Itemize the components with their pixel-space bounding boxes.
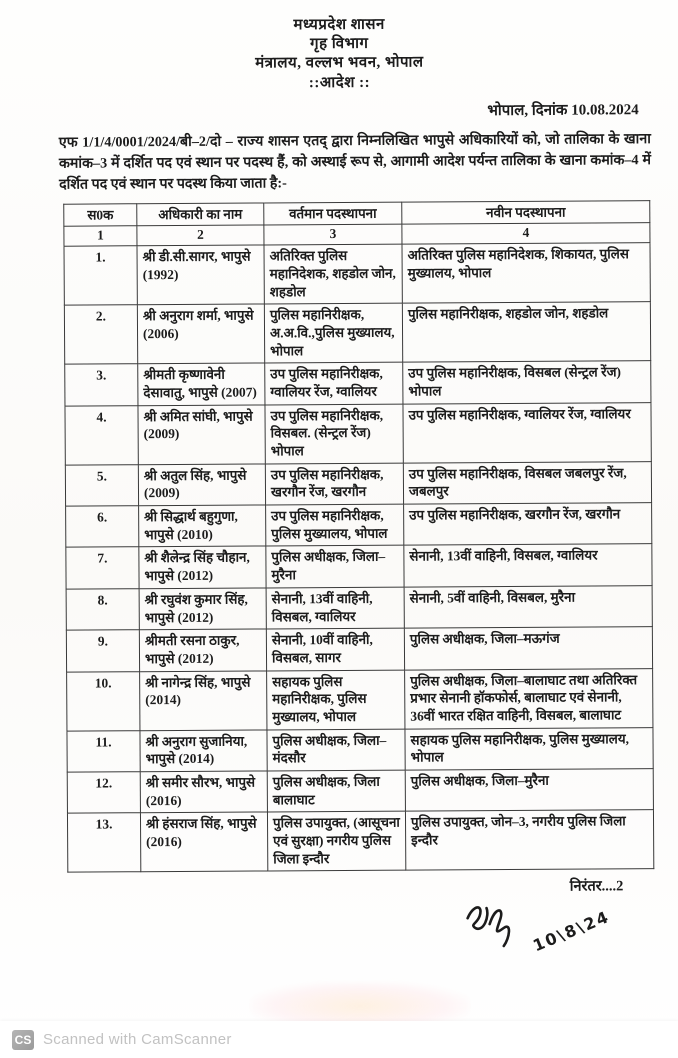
cell-new-posting: सहायक पुलिस महानिरीक्षक, पुलिस मुख्यालय, भोपाल — [405, 727, 653, 770]
table-row — [66, 585, 652, 630]
cell-new-posting: सेनानी, 5वीं वाहिनी, विसबल, मुरैना — [404, 585, 652, 628]
cell-officer-name: श्री अनुराग शर्मा, भापुसे (2006) — [137, 304, 264, 364]
camscanner-logo-icon: CS — [12, 1030, 34, 1050]
table-row — [65, 461, 651, 506]
cell-officer-name: श्री डी.सी.सागर, भापुसे (1992) — [137, 245, 264, 305]
cell-current-posting: पुलिस अधीक्षक, जिला बालाघाट — [267, 770, 405, 812]
cell-current-posting: उप पुलिस महानिरीक्षक, पुलिस मुख्यालय, भोपाल — [266, 504, 404, 546]
cell-serial: 5. — [65, 464, 138, 506]
cell-serial: 4. — [65, 405, 138, 465]
cell-serial: 1. — [64, 246, 137, 306]
cell-officer-name: श्री अमित सांघी, भापुसे (2009) — [138, 405, 265, 465]
cell-new-posting: पुलिस अधीक्षक, जिला–मुरैना — [405, 769, 653, 812]
cell-serial: 2. — [64, 305, 137, 365]
camscanner-label: Scanned with CamScanner — [43, 1031, 232, 1048]
cell-serial: 3. — [65, 364, 138, 406]
signature-scribble — [459, 898, 523, 950]
signature-area — [5, 895, 678, 979]
table-row — [67, 810, 653, 873]
cell-officer-name: श्री शैलेन्द्र सिंह चौहान, भापुसे (2012) — [139, 546, 266, 588]
cell-new-posting: पुलिस अधीक्षक, जिला–बालाघाट तथा अतिरिक्त प्रभार सेनानी हॉकफोर्स, बालाघाट एवं सेनानी, 36वीं भारत रक्षित वाहिनी, विसबल, बालाघाट — [405, 668, 653, 729]
cell-serial: 12. — [67, 772, 140, 814]
letterhead-department: गृह विभाग — [310, 36, 369, 53]
cell-current-posting: पुलिस महानिरीक्षक, अ.अ.वि.,पुलिस मुख्यालय, भोपाल — [264, 303, 402, 363]
cell-current-posting: सेनानी, 10वीं वाहिनी, विसबल, सागर — [266, 628, 404, 670]
camscanner-attribution-bar[interactable] — [0, 1021, 678, 1058]
table-row — [65, 361, 651, 406]
table-row — [66, 544, 652, 589]
cell-new-posting: पुलिस महानिरीक्षक, शहडोल जोन, शहडोल — [402, 302, 650, 363]
cell-new-posting: सेनानी, 13वीं वाहिनी, विसबल, ग्वालियर — [404, 544, 652, 587]
table-row — [65, 402, 651, 465]
table-row — [64, 302, 650, 365]
header-current-posting: वर्तमान पदस्थापना — [264, 202, 402, 226]
table-row — [66, 627, 652, 672]
cell-new-posting: पुलिस अधीक्षक, जिला–मऊगंज — [404, 627, 652, 670]
continuation-note: निरंतर....2 — [569, 878, 624, 896]
letterhead-order-title: ::आदेश :: — [308, 74, 371, 91]
cell-officer-name: श्रीमती कृष्णावेनी देसावातु, भापुसे (2007) — [138, 363, 265, 405]
cell-officer-name: श्री हंसराज सिंह, भापुसे (2016) — [140, 812, 267, 872]
cell-officer-name: श्री समीर सौरभ, भापुसे (2016) — [140, 771, 267, 813]
header-officer-name: अधिकारी का नाम — [137, 203, 264, 226]
cell-new-posting: उप पुलिस महानिरीक्षक, खरगौन रेंज, खरगौन — [404, 503, 652, 546]
column-number: 4 — [402, 223, 650, 244]
cell-current-posting: उप पुलिस महानिरीक्षक, ग्वालियर रेंज, ग्वालियर — [265, 362, 403, 404]
cell-officer-name: श्री रघुवंश कुमार सिंह, भापुसे (2012) — [139, 588, 266, 630]
letterhead-government: मध्यप्रदेश शासन — [293, 16, 385, 34]
signature-date: 10\8\24 — [529, 907, 613, 956]
transfer-table-body — [64, 243, 654, 873]
column-number: 3 — [264, 225, 402, 246]
cell-officer-name: श्री अनुराग सुजानिया, भापुसे (2014) — [140, 730, 267, 772]
cell-officer-name: श्री अतुल सिंह, भापुसे (2009) — [138, 464, 265, 506]
cell-current-posting: पुलिस उपायुक्त, (आसूचना एवं सुरक्षा) नगरीय पुलिस जिला इन्दौर — [267, 812, 405, 872]
cell-current-posting: सहायक पुलिस महानिरीक्षक, पुलिस मुख्यालय, भोपाल — [267, 670, 405, 730]
column-number: 1 — [64, 226, 137, 246]
place-date-line: भोपाल, दिनांक 10.08.2024 — [487, 101, 639, 119]
cell-current-posting: सेनानी, 13वीं वाहिनी, विसबल, ग्वालियर — [266, 587, 404, 629]
header-new-posting: नवीन पदस्थापना — [402, 200, 650, 224]
cell-current-posting: अतिरिक्त पुलिस महानिदेशक, शहडोल जोन, शहडोल — [264, 244, 402, 304]
cell-new-posting: उप पुलिस महानिरीक्षक, विसबल (सेन्ट्रल रेंज) भोपाल — [403, 361, 651, 404]
header-serial: स0क — [64, 204, 137, 227]
cell-serial: 10. — [67, 671, 140, 731]
letterhead — [0, 14, 678, 95]
column-number: 2 — [137, 225, 264, 245]
cell-current-posting: पुलिस अधीक्षक, जिला–मंदसौर — [267, 729, 405, 771]
table-row — [64, 243, 650, 306]
cell-new-posting: अतिरिक्त पुलिस महानिदेशक, शिकायत, पुलिस मुख्यालय, भोपाल — [402, 243, 650, 304]
cell-new-posting: पुलिस उपायुक्त, जोन–3, नगरीय पुलिस जिला इन्दौर — [405, 810, 653, 871]
cell-serial: 8. — [66, 589, 139, 631]
table-row — [67, 769, 653, 814]
cell-current-posting: उप पुलिस महानिरीक्षक, विसबल. (सेन्ट्रल रेंज) भोपाल — [265, 404, 403, 464]
cell-new-posting: उप पुलिस महानिरीक्षक, विसबल जबलपुर रेंज, जबलपुर — [403, 461, 651, 504]
cell-serial: 13. — [67, 813, 140, 873]
cell-serial: 7. — [66, 547, 139, 589]
order-paragraph: एफ 1/1/4/0001/2024/बी–2/दो – राज्य शासन एतद् द्वारा निम्नलिखित भापुसे अधिकारियों को, जो तालिका के खाना कमांक–3 में दर्शित पद एवं स्थान पर पदस्थ हैं, को अस्थाई रूप से, आगामी आदेश पर्यन्त तालिका के खाना कमांक–4 में दर्शित पद एवं स्थान पर पदस्थ किया जाता है:- — [58, 130, 652, 193]
cell-officer-name: श्री नागेन्द्र सिंह, भापुसे (2014) — [140, 671, 267, 731]
table-row — [67, 727, 653, 772]
cell-new-posting: उप पुलिस महानिरीक्षक, ग्वालियर रेंज, ग्वालियर — [403, 402, 651, 463]
letterhead-address: मंत्रालय, वल्लभ भवन, भोपाल — [255, 54, 424, 72]
cell-serial: 11. — [67, 730, 140, 772]
table-row — [67, 668, 653, 731]
transfer-table — [63, 200, 654, 873]
cell-officer-name: श्री सिद्धार्थ बहुगुणा, भापुसे (2010) — [139, 505, 266, 547]
table-row — [66, 503, 652, 548]
cell-serial: 6. — [66, 506, 139, 548]
cell-officer-name: श्रीमती रसना ठाकुर, भापुसे (2012) — [139, 629, 266, 671]
cell-serial: 9. — [66, 630, 139, 672]
cell-current-posting: पुलिस अधीक्षक, जिला–मुरैना — [266, 546, 404, 588]
cell-current-posting: उप पुलिस महानिरीक्षक, खरगौन रेंज, खरगौन — [265, 463, 403, 505]
